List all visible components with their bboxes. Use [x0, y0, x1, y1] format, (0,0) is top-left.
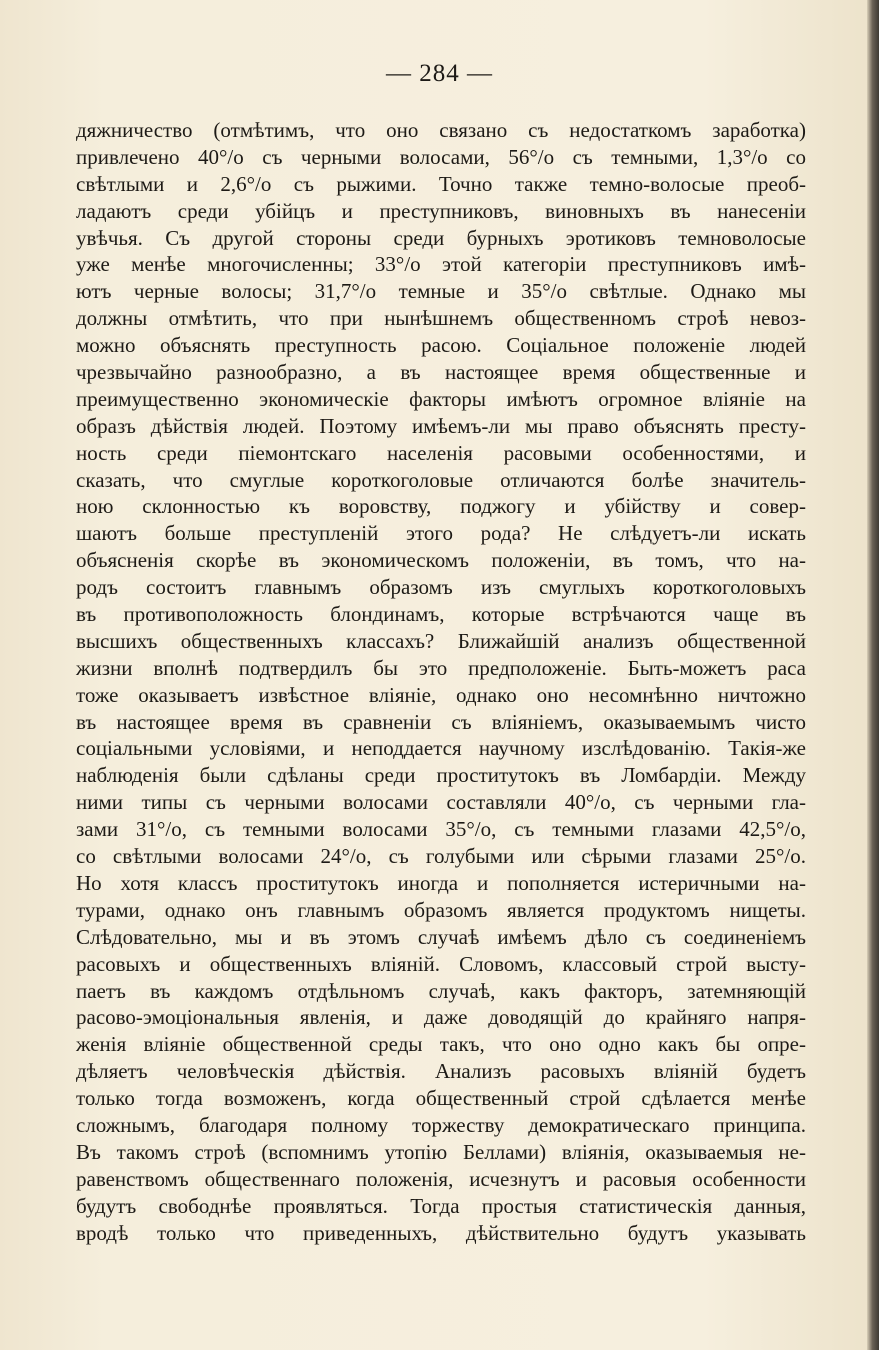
text-line: тоже оказываетъ извѣстное вліяніе, однако оно несомнѣнно ничтожно — [76, 682, 806, 707]
text-line: со свѣтлыми волосами 24°/о, съ голубыми или сѣрыми глазами 25°/о. — [76, 844, 806, 869]
text-line: ними типы съ черными волосами составляли 40°/о, съ черными гла- — [76, 790, 806, 815]
text-line: должны отмѣтить, что при нынѣшнемъ общественномъ строѣ невоз- — [76, 306, 806, 331]
text-line: въ настоящее время въ сравненіи съ вліяніемъ, оказываемымъ чисто — [76, 709, 806, 734]
text-line: преимущественно экономическіе факторы имѣютъ огромное вліяніе на — [76, 386, 806, 411]
text-line: чрезвычайно разнообразно, а въ настоящее время общественные и — [76, 360, 806, 385]
text-line: зами 31°/о, съ темными волосами 35°/о, съ темными глазами 42,5°/о, — [76, 817, 806, 842]
text-line: образъ дѣйствія людей. Поэтому имѣемъ-ли мы право объяснять престу- — [76, 413, 806, 438]
text-line: наблюденія были сдѣланы среди проститутокъ въ Ломбардіи. Между — [76, 763, 806, 788]
page-edge-shadow — [867, 0, 879, 1350]
text-line: уже менѣе многочисленны; 33°/о этой категоріи преступниковъ имѣ- — [76, 252, 806, 277]
text-line: дяжничество (отмѣтимъ, что оно связано съ недостаткомъ заработка) — [76, 118, 806, 142]
text-line: расовыхъ и общественныхъ вліяній. Словомъ, классовый строй высту- — [76, 951, 806, 976]
text-line: вродѣ только что приведенныхъ, дѣйствительно будутъ указывать — [76, 1220, 806, 1245]
text-line: Слѣдовательно, мы и въ этомъ случаѣ имѣемъ дѣло съ соединеніемъ — [76, 924, 806, 949]
text-line: Въ такомъ строѣ (вспомнимъ утопію Беллами) вліянія, оказываемыя не- — [76, 1139, 806, 1164]
text-line: родъ состоитъ главнымъ образомъ изъ смуглыхъ короткоголовыхъ — [76, 575, 806, 600]
text-line: только тогда возможенъ, когда общественный строй сдѣлается менѣе — [76, 1086, 806, 1111]
text-line: ладаютъ среди убійцъ и преступниковъ, виновныхъ въ нанесеніи — [76, 198, 806, 223]
text-line: Но хотя классъ проститутокъ иногда и пополняется истеричными на- — [76, 870, 806, 895]
text-line: сказать, что смуглые короткоголовые отличаются болѣе значитель- — [76, 467, 806, 492]
text-line: жизни вполнѣ подтвердилъ бы это предположеніе. Быть-можетъ раса — [76, 655, 806, 680]
text-line: ность среди піемонтскаго населенія расовыми особенностями, и — [76, 440, 806, 465]
text-line: увѣчья. Съ другой стороны среди бурныхъ эротиковъ темноволосые — [76, 225, 806, 250]
text-line: объясненія скорѣе въ экономическомъ положеніи, въ томъ, что на- — [76, 548, 806, 573]
text-line: высшихъ общественныхъ классахъ? Ближайшій анализъ общественной — [76, 628, 806, 653]
body-text — [76, 117, 806, 1246]
text-line: равенствомъ общественнаго положенія, исчезнутъ и расовыя особенности — [76, 1166, 806, 1191]
text-line: привлечено 40°/о съ черными волосами, 56°/о съ темными, 1,3°/о со — [76, 144, 806, 169]
page-number: — 284 — — [386, 60, 493, 87]
text-line: въ противоположность блондинамъ, которые встрѣчаются чаще въ — [76, 602, 806, 627]
text-line: сложнымъ, благодаря полному торжеству демократическаго принципа. — [76, 1112, 806, 1137]
text-line: дѣляетъ человѣческія дѣйствія. Анализъ расовыхъ вліяній будетъ — [76, 1059, 806, 1084]
text-line: соціальными условіями, и неподдается научному изслѣдованію. Такія-же — [76, 736, 806, 761]
text-line: будутъ свободнѣе проявляться. Тогда простыя статистическія данныя, — [76, 1193, 806, 1218]
text-line: можно объяснять преступность расою. Соціальное положеніе людей — [76, 333, 806, 358]
text-line: ютъ черные волосы; 31,7°/о темные и 35°/о свѣтлые. Однако мы — [76, 279, 806, 304]
text-line: турами, однако онъ главнымъ образомъ является продуктомъ нищеты. — [76, 897, 806, 922]
text-line: свѣтлыми и 2,6°/о съ рыжими. Точно также темно-волосые преоб- — [76, 171, 806, 196]
text-line: женія вліяніе общественной среды такъ, что оно одно какъ бы опре- — [76, 1032, 806, 1057]
text-line: расово-эмоціональныя явленія, и даже доводящій до крайняго напря- — [76, 1005, 806, 1030]
text-line: шаютъ больше преступленій этого рода? Не слѣдуетъ-ли искать — [76, 521, 806, 546]
text-line: ною склонностью къ воровству, поджогу и убійству и совер- — [76, 494, 806, 519]
text-line: паетъ въ каждомъ отдѣльномъ случаѣ, какъ факторъ, затемняющій — [76, 978, 806, 1003]
